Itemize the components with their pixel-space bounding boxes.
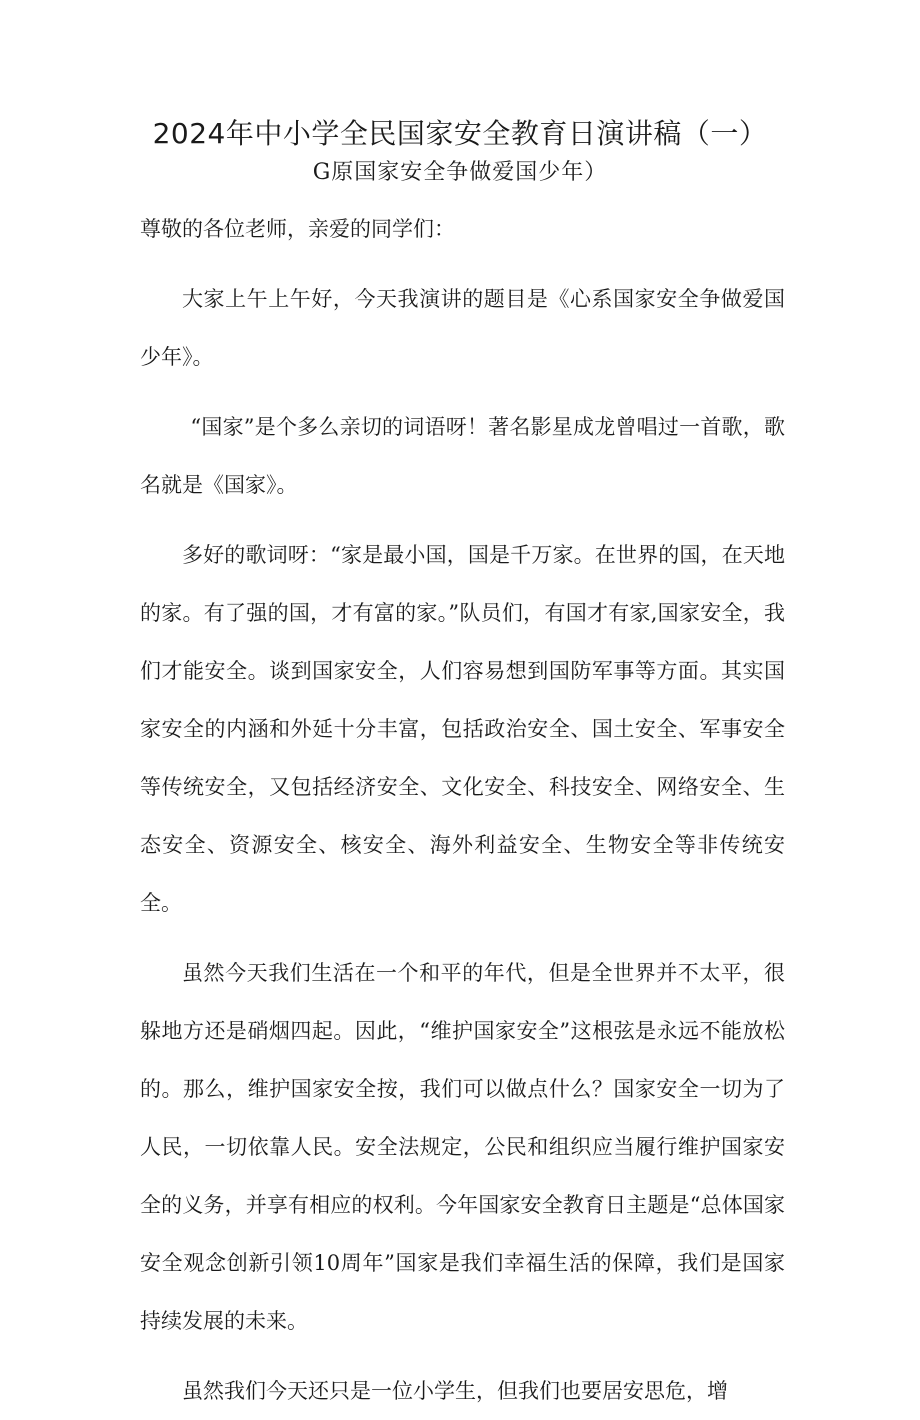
salutation: 尊敬的各位老师，亲爱的同学们：	[140, 217, 455, 241]
document-title: 2024年中小学全民国家安全教育日演讲稿（一）	[152, 117, 768, 150]
paragraph: 大家上午上午好，今天我演讲的题目是《心系国家安全争做爱国少年》。	[140, 287, 785, 369]
paragraph: “国家”是个多么亲切的词语呀！著名影星成龙曾唱过一首歌，歌名就是《国家》。	[140, 415, 785, 497]
paragraph: 虽然今天我们生活在一个和平的年代，但是全世界并不太平，很躲地方还是硝烟四起。因此，“维护国家安全”这根弦是永远不能放松的。那么，维护国家安全按，我们可以做点什么？国家安全一切为了人民，一切依靠人民。安全法规定，公民和组织应当履行维护国家安全的义务，并享有相应的权利。今年国家安全教育日主题是“总体国家安全观念创新引领10周年”国家是我们幸福生活的保障，我们是国家持续发展的未来。	[140, 961, 785, 1333]
document-body	[140, 200, 785, 1420]
document-subtitle: G原国家安全争做爱国少年）	[312, 160, 608, 185]
paragraph: 虽然我们今天还只是一位小学生，但我们也要居安思危，增	[182, 1379, 728, 1403]
paragraph: 多好的歌词呀：“家是最小国，国是千万家。在世界的国，在天地的家。有了强的国，才有富的家。”队员们，有国才有家,国家安全，我们才能安全。谈到国家安全，人们容易想到国防军事等方面。其实国家安全的内涵和外延十分丰富，包括政治安全、国土安全、军事安全等传统安全，又包括经济安全、文化安全、科技安全、网络安全、生态安全、资源安全、核安全、海外利益安全、生物安全等非传统安全。	[140, 543, 785, 915]
